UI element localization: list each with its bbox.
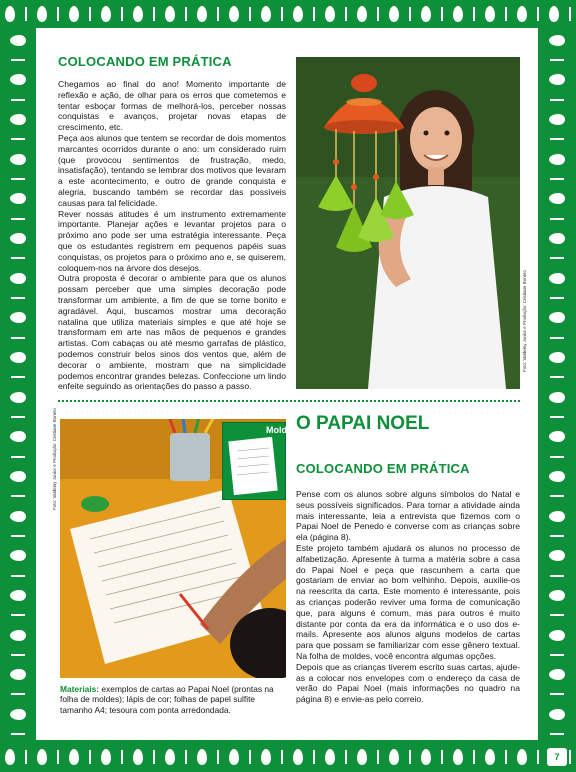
leaf-ornament-icon xyxy=(357,749,367,765)
tick-ornament-icon xyxy=(153,750,155,764)
leaf-ornament-icon xyxy=(549,630,565,641)
leaf-ornament-icon xyxy=(549,471,565,482)
section-body xyxy=(296,489,520,705)
tick-ornament-icon xyxy=(89,7,91,21)
leaf-ornament-icon xyxy=(549,431,565,442)
leaf-ornament-icon xyxy=(549,709,565,720)
girl-wind-chime-illustration xyxy=(296,57,520,389)
leaf-ornament-icon xyxy=(229,6,239,22)
leaf-ornament-icon xyxy=(389,749,399,765)
tick-ornament-icon xyxy=(11,376,25,378)
tick-ornament-icon xyxy=(153,7,155,21)
tick-ornament-icon xyxy=(11,733,25,735)
leaf-ornament-icon xyxy=(10,233,26,244)
leaf-ornament-icon xyxy=(101,749,111,765)
tick-ornament-icon xyxy=(550,733,564,735)
leaf-ornament-icon xyxy=(37,6,47,22)
leaf-ornament-icon xyxy=(453,749,463,765)
tick-ornament-icon xyxy=(550,257,564,259)
tick-ornament-icon xyxy=(313,7,315,21)
paragraph: Chegamos ao final do ano! Momento importante de reflexão e ação, de olhar para os erros que cometemos e tentar esboçar formas de melhorá-los, perceber nossas conquistas e avanços, projetar novas etapas de crescimento, etc. xyxy=(58,79,286,133)
tick-ornament-icon xyxy=(11,614,25,616)
leaf-ornament-icon xyxy=(549,511,565,522)
materials-label: Materiais: xyxy=(60,684,100,694)
leaf-ornament-icon xyxy=(549,392,565,403)
tick-ornament-icon xyxy=(377,7,379,21)
tick-ornament-icon xyxy=(11,456,25,458)
leaf-ornament-icon xyxy=(197,6,207,22)
leaf-ornament-icon xyxy=(69,749,79,765)
decorative-border-top xyxy=(0,0,576,28)
tick-ornament-icon xyxy=(11,297,25,299)
leaf-ornament-icon xyxy=(517,749,527,765)
tick-ornament-icon xyxy=(550,59,564,61)
tick-ornament-icon xyxy=(550,297,564,299)
tick-ornament-icon xyxy=(185,7,187,21)
tick-ornament-icon xyxy=(313,750,315,764)
leaf-ornament-icon xyxy=(549,352,565,363)
tick-ornament-icon xyxy=(550,693,564,695)
paragraph: Depois que as crianças tiverem escrito suas cartas, ajude-as a colocar nos envelopes com o endereço da casa de verão do Papai Noel (mais informações no quadro na página 8) e envie-as pelo correio. xyxy=(296,661,520,705)
leaf-ornament-icon xyxy=(10,392,26,403)
tick-ornament-icon xyxy=(473,7,475,21)
paragraph: Outra proposta é decorar o ambiente para que os alunos possam perceber que uma simples decoração pode transformar um ambiente, a fim de que se torne bonito e agradável. Aqui, buscamos mostrar uma decoração natalina que utiliza materiais simples e que até hoje se transformam em arte nas mãos de pequenos e grandes artistas. Com cabaças ou até mesmo garrafas de plástico, podemos construir belos sinos dos ventos que, além de decorar o ambiente, mostram que na simplicidade podemos encontrar grandes belezas. Confeccione um lindo enfeite seguindo as orientações do passo a passo. xyxy=(58,273,286,392)
leaf-ornament-icon xyxy=(133,749,143,765)
tick-ornament-icon xyxy=(11,693,25,695)
leaf-ornament-icon xyxy=(197,749,207,765)
tick-ornament-icon xyxy=(25,7,27,21)
tick-ornament-icon xyxy=(11,218,25,220)
leaf-ornament-icon xyxy=(549,74,565,85)
tick-ornament-icon xyxy=(550,138,564,140)
leaf-ornament-icon xyxy=(549,193,565,204)
tick-ornament-icon xyxy=(57,750,59,764)
leaf-ornament-icon xyxy=(5,6,15,22)
tick-ornament-icon xyxy=(11,337,25,339)
tick-ornament-icon xyxy=(345,750,347,764)
leaf-ornament-icon xyxy=(325,749,335,765)
leaf-ornament-icon xyxy=(485,6,495,22)
leaf-ornament-icon xyxy=(421,6,431,22)
tick-ornament-icon xyxy=(550,376,564,378)
leaf-ornament-icon xyxy=(10,352,26,363)
leaf-ornament-icon xyxy=(549,312,565,323)
tick-ornament-icon xyxy=(550,337,564,339)
tick-ornament-icon xyxy=(550,218,564,220)
section-title: COLOCANDO EM PRÁTICA xyxy=(296,461,470,476)
tick-ornament-icon xyxy=(473,750,475,764)
tick-ornament-icon xyxy=(11,138,25,140)
leaf-ornament-icon xyxy=(10,35,26,46)
leaf-ornament-icon xyxy=(549,35,565,46)
tick-ornament-icon xyxy=(345,7,347,21)
leaf-ornament-icon xyxy=(10,511,26,522)
leaf-ornament-icon xyxy=(293,6,303,22)
tick-ornament-icon xyxy=(57,7,59,21)
leaf-ornament-icon xyxy=(549,6,559,22)
leaf-ornament-icon xyxy=(485,749,495,765)
leaf-ornament-icon xyxy=(325,6,335,22)
leaf-ornament-icon xyxy=(37,749,47,765)
tick-ornament-icon xyxy=(441,7,443,21)
section-body xyxy=(58,79,286,392)
tick-ornament-icon xyxy=(550,535,564,537)
leaf-ornament-icon xyxy=(10,114,26,125)
leaf-ornament-icon xyxy=(549,273,565,284)
tick-ornament-icon xyxy=(217,7,219,21)
photo-credit: Foto: Valdeiny Junior e Produção: Cristiane Boneto xyxy=(52,408,57,510)
tick-ornament-icon xyxy=(11,495,25,497)
materials-text: exemplos de cartas ao Papai Noel (prontas na folha de moldes); lápis de cor; folhas de papel sulfite tamanho A4; tesoura com ponta arredondada. xyxy=(60,684,274,715)
leaf-ornament-icon xyxy=(165,749,175,765)
leaf-ornament-icon xyxy=(5,749,15,765)
tick-ornament-icon xyxy=(281,7,283,21)
tick-ornament-icon xyxy=(409,750,411,764)
paragraph: Peça aos alunos que tentem se recordar de dois momentos marcantes ocorridos durante o ano: um considerado ruim (que provocou sentimentos de frustração, medo, insatisfação), tentando se lembrar dos motivos que levaram a este acontecimento, e outro de grande conquista e alegria, buscando também se recordar das possíveis causas para tal felicidade. xyxy=(58,132,286,208)
section-divider xyxy=(58,400,520,402)
tick-ornament-icon xyxy=(89,750,91,764)
photo-girl-wind-chime xyxy=(296,57,520,389)
leaf-ornament-icon xyxy=(10,273,26,284)
leaf-ornament-icon xyxy=(10,630,26,641)
tick-ornament-icon xyxy=(537,7,539,21)
tick-ornament-icon xyxy=(569,750,571,764)
leaf-ornament-icon xyxy=(10,154,26,165)
tick-ornament-icon xyxy=(537,750,539,764)
leaf-ornament-icon xyxy=(10,431,26,442)
leaf-ornament-icon xyxy=(549,233,565,244)
paragraph: Pense com os alunos sobre alguns símbolos do Natal e seus possíveis significados. Para tornar a atividade ainda mais interessante, leia a entrevista que fizemos com o Papai Noel de Penedo e converse com as crianças sobre ela (página 8). xyxy=(296,489,520,543)
leaf-ornament-icon xyxy=(389,6,399,22)
tick-ornament-icon xyxy=(121,750,123,764)
tick-ornament-icon xyxy=(409,7,411,21)
tick-ornament-icon xyxy=(11,59,25,61)
leaf-ornament-icon xyxy=(549,590,565,601)
tick-ornament-icon xyxy=(550,178,564,180)
tick-ornament-icon xyxy=(249,750,251,764)
tick-ornament-icon xyxy=(281,750,283,764)
page-title: O PAPAI NOEL xyxy=(296,413,430,434)
leaf-ornament-icon xyxy=(10,590,26,601)
tick-ornament-icon xyxy=(441,750,443,764)
tick-ornament-icon xyxy=(11,535,25,537)
leaf-ornament-icon xyxy=(549,154,565,165)
leaf-ornament-icon xyxy=(10,709,26,720)
leaf-ornament-icon xyxy=(549,669,565,680)
leaf-ornament-icon xyxy=(133,6,143,22)
materials-list xyxy=(60,684,286,715)
tick-ornament-icon xyxy=(505,7,507,21)
tick-ornament-icon xyxy=(185,750,187,764)
decorative-border-left xyxy=(0,28,36,742)
tick-ornament-icon xyxy=(11,416,25,418)
tick-ornament-icon xyxy=(550,575,564,577)
leaf-ornament-icon xyxy=(293,749,303,765)
molde-label: Molde xyxy=(266,425,292,435)
leaf-ornament-icon xyxy=(101,6,111,22)
paragraph: Rever nossas atitudes é um instrumento extremamente importante. Planejar ações e levantar projetos para o próximo ano pode ser uma estratégia interessante. Peça que os estudantes registrem em pequenos papéis suas conquistas, os projetos para o próximo ano e, se quiserem, coloquem-nos na árvore dos desejos. xyxy=(58,208,286,273)
leaf-ornament-icon xyxy=(357,6,367,22)
tick-ornament-icon xyxy=(121,7,123,21)
section-title: COLOCANDO EM PRÁTICA xyxy=(58,54,232,69)
tick-ornament-icon xyxy=(550,614,564,616)
tick-ornament-icon xyxy=(217,750,219,764)
leaf-ornament-icon xyxy=(165,6,175,22)
tick-ornament-icon xyxy=(11,99,25,101)
tick-ornament-icon xyxy=(550,495,564,497)
leaf-ornament-icon xyxy=(10,669,26,680)
tick-ornament-icon xyxy=(550,654,564,656)
tick-ornament-icon xyxy=(11,178,25,180)
leaf-ornament-icon xyxy=(453,6,463,22)
tick-ornament-icon xyxy=(25,750,27,764)
leaf-ornament-icon xyxy=(10,471,26,482)
tick-ornament-icon xyxy=(550,416,564,418)
decorative-border-right xyxy=(538,28,576,742)
leaf-ornament-icon xyxy=(549,114,565,125)
leaf-ornament-icon xyxy=(261,749,271,765)
leaf-ornament-icon xyxy=(261,6,271,22)
photo-credit: Foto: Valdeiny Junior e Produção: Cristiane Boneto xyxy=(522,270,527,372)
decorative-border-bottom xyxy=(0,742,576,772)
leaf-ornament-icon xyxy=(421,749,431,765)
leaf-ornament-icon xyxy=(10,550,26,561)
leaf-ornament-icon xyxy=(517,6,527,22)
tick-ornament-icon xyxy=(550,99,564,101)
tick-ornament-icon xyxy=(249,7,251,21)
paragraph: Este projeto também ajudará os alunos no processo de alfabetização. Apresente à turma a matéria sobre a casa do Papai Noel e peça que rascunhem a carta que gostariam de enviar ao bom velhinho. Depois, auxilie-os na reescrita da carta. Este momento é interessante, pois as crianças poderão reviver uma forma de comunicação que, para alguns é comum, mas para outros é muito distante por conta da era da informática e o uso dos e-mails. Apresente aos alunos alguns modelos de cartas para que possam se familiarizar com esse gênero textual. Na folha de moldes, você encontra algumas opções. xyxy=(296,542,520,661)
tick-ornament-icon xyxy=(11,257,25,259)
leaf-ornament-icon xyxy=(229,749,239,765)
tick-ornament-icon xyxy=(569,7,571,21)
tick-ornament-icon xyxy=(11,575,25,577)
leaf-ornament-icon xyxy=(69,6,79,22)
tick-ornament-icon xyxy=(550,456,564,458)
page-number: 7 xyxy=(547,748,567,766)
tick-ornament-icon xyxy=(377,750,379,764)
leaf-ornament-icon xyxy=(10,74,26,85)
leaf-ornament-icon xyxy=(10,193,26,204)
leaf-ornament-icon xyxy=(10,312,26,323)
leaf-ornament-icon xyxy=(549,550,565,561)
tick-ornament-icon xyxy=(505,750,507,764)
tick-ornament-icon xyxy=(11,654,25,656)
